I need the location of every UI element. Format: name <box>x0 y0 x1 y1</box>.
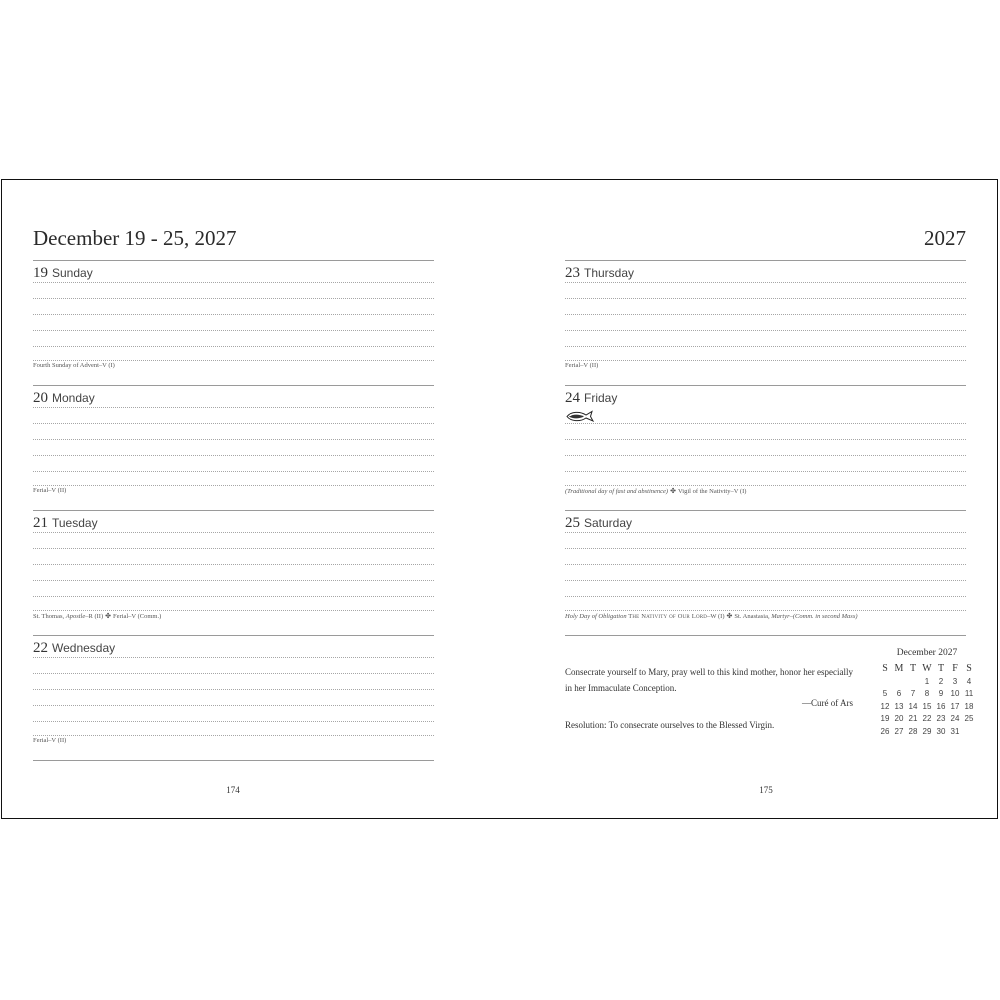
writing-line[interactable] <box>565 485 966 486</box>
calendar-day <box>878 675 892 688</box>
year-heading: 2027 <box>924 226 966 250</box>
calendar-day <box>892 675 906 688</box>
calendar-day: 22 <box>922 714 932 724</box>
day-name: Sunday <box>52 266 93 280</box>
calendar-day: 8 <box>924 689 930 699</box>
writing-line[interactable] <box>33 423 434 424</box>
calendar-week-row <box>878 688 976 701</box>
day-name: Monday <box>52 391 95 405</box>
calendar-day: 31 <box>950 726 960 736</box>
liturgical-note: Ferial–V (II) <box>33 737 67 744</box>
day-name: Saturday <box>584 516 633 530</box>
day-name: Tuesday <box>52 516 98 530</box>
writing-line[interactable] <box>565 596 966 597</box>
writing-line[interactable] <box>33 548 434 549</box>
weekday-label: S <box>966 663 972 674</box>
calendar-day: 21 <box>908 714 918 724</box>
calendar-day: 10 <box>950 689 960 699</box>
calendar-day: 25 <box>964 714 974 724</box>
day-rule <box>33 635 434 636</box>
weekday-label: F <box>952 663 958 674</box>
day-block-wednesday <box>33 635 434 760</box>
day-rule <box>565 385 966 386</box>
writing-line[interactable] <box>565 580 966 581</box>
writing-line[interactable] <box>33 689 434 690</box>
liturgical-note: Fourth Sunday of Advent–V (I) <box>33 362 115 369</box>
writing-line[interactable] <box>565 610 966 611</box>
writing-line[interactable] <box>33 282 434 283</box>
day-number: 24 <box>565 390 580 406</box>
day-rule <box>33 260 434 261</box>
writing-line[interactable] <box>565 330 966 331</box>
writing-line[interactable] <box>33 610 434 611</box>
calendar-day: 7 <box>910 689 916 699</box>
day-block-monday <box>33 385 434 510</box>
calendar-day: 2 <box>938 676 944 686</box>
weekday-label: M <box>894 663 904 674</box>
writing-line[interactable] <box>565 360 966 361</box>
writing-line[interactable] <box>33 657 434 658</box>
writing-line[interactable] <box>565 282 966 283</box>
writing-line[interactable] <box>565 346 966 347</box>
writing-line[interactable] <box>33 360 434 361</box>
calendar-day: 12 <box>880 701 890 711</box>
calendar-day: 9 <box>938 689 944 699</box>
day-block-saturday <box>565 510 966 635</box>
day-block-thursday <box>565 260 966 385</box>
daily-resolution: Resolution: To consecrate ourselves to the Blessed Virgin. <box>565 720 775 730</box>
calendar-day: 11 <box>964 689 974 699</box>
liturgical-note: (Traditional day of fast and abstinence) ✤ Vigil of the Nativity–V (I) <box>565 487 747 495</box>
calendar-week-row <box>878 675 976 688</box>
day-number: 22 <box>33 640 48 656</box>
weekday-label: S <box>882 663 888 674</box>
calendar-day: 15 <box>922 701 932 711</box>
writing-line[interactable] <box>33 346 434 347</box>
writing-line[interactable] <box>33 298 434 299</box>
calendar-day: 26 <box>880 726 890 736</box>
day-name: Friday <box>584 391 618 405</box>
liturgical-note: St. Thomas, Apostle–R (II) ✤ Ferial–V (Comm.) <box>33 612 162 620</box>
writing-line[interactable] <box>565 532 966 533</box>
calendar-day: 13 <box>894 701 904 711</box>
calendar-day: 17 <box>950 701 960 711</box>
calendar-day: 6 <box>896 689 902 699</box>
calendar-day: 23 <box>936 714 946 724</box>
writing-line[interactable] <box>33 439 434 440</box>
writing-line[interactable] <box>33 580 434 581</box>
day-block-friday <box>565 385 966 510</box>
calendar-week-row <box>878 713 976 726</box>
calendar-day: 29 <box>922 726 932 736</box>
weekday-label: T <box>909 663 917 674</box>
meditation-quote: Consecrate yourself to Mary, pray well to this kind mother, honor her especially in her Immaculate Conception. <box>565 667 853 693</box>
calendar-day: 28 <box>908 726 918 736</box>
day-number: 25 <box>565 515 580 531</box>
writing-line[interactable] <box>565 298 966 299</box>
writing-line[interactable] <box>33 407 434 408</box>
calendar-day: 27 <box>894 726 904 736</box>
writing-line[interactable] <box>565 564 966 565</box>
day-rule <box>33 385 434 386</box>
week-heading: December 19 - 25, 2027 <box>33 226 237 250</box>
writing-line[interactable] <box>565 423 966 424</box>
writing-line[interactable] <box>33 314 434 315</box>
day-number: 20 <box>33 390 48 406</box>
calendar-day: 19 <box>880 714 890 724</box>
calendar-day: 18 <box>964 701 974 711</box>
calendar-day: 3 <box>952 676 958 686</box>
liturgical-note: Holy Day of Obligation The Nativity of Our Lord–W (I) ✤ St. Anastasia, Martyr–(Comm. in second Mass) <box>565 612 858 620</box>
calendar-day <box>962 725 976 738</box>
calendar-day: 30 <box>936 726 946 736</box>
day-rule <box>565 260 966 261</box>
calendar-weekday-row <box>878 662 976 675</box>
weekday-label: T <box>937 663 945 674</box>
writing-line[interactable] <box>33 705 434 706</box>
writing-line[interactable] <box>33 485 434 486</box>
calendar-day: 14 <box>908 701 918 711</box>
weekday-label: W <box>922 663 932 674</box>
writing-line[interactable] <box>565 548 966 549</box>
writing-line[interactable] <box>33 735 434 736</box>
cross-icon: ✤ <box>670 487 676 495</box>
writing-line[interactable] <box>33 721 434 722</box>
writing-line[interactable] <box>565 314 966 315</box>
writing-line[interactable] <box>33 330 434 331</box>
writing-line[interactable] <box>33 673 434 674</box>
writing-line[interactable] <box>565 439 966 440</box>
day-number: 21 <box>33 515 48 531</box>
calendar-day: 20 <box>894 714 904 724</box>
day-rule <box>565 510 966 511</box>
writing-line[interactable] <box>33 471 434 472</box>
calendar-day <box>906 675 920 688</box>
quote-attribution: —Curé of Ars <box>802 698 853 708</box>
calendar-day: 16 <box>936 701 946 711</box>
calendar-week-row <box>878 725 976 738</box>
writing-line[interactable] <box>565 471 966 472</box>
writing-line[interactable] <box>33 564 434 565</box>
liturgical-note: Ferial–V (II) <box>33 487 67 494</box>
mini-calendar-title: December 2027 <box>896 648 958 658</box>
writing-line[interactable] <box>565 455 966 456</box>
day-name: Thursday <box>584 266 635 280</box>
calendar-day: 4 <box>966 676 972 686</box>
day-block-sunday <box>33 260 434 385</box>
calendar-day: 24 <box>950 714 960 724</box>
day-number: 19 <box>33 265 48 281</box>
day-block-tuesday <box>33 510 434 635</box>
calendar-day: 5 <box>882 689 888 699</box>
day-name: Wednesday <box>52 641 116 655</box>
page-end-rule <box>33 760 434 761</box>
calendar-week-row <box>878 700 976 713</box>
writing-line[interactable] <box>33 532 434 533</box>
fish-icon <box>565 410 595 428</box>
calendar-day: 1 <box>924 676 930 686</box>
mini-calendar <box>878 662 976 738</box>
cross-icon: ✤ <box>726 612 733 620</box>
writing-line[interactable] <box>33 455 434 456</box>
page-end-rule <box>565 635 966 636</box>
page-number-left: 174 <box>226 785 240 795</box>
page-number-right: 175 <box>759 785 773 795</box>
liturgical-note: Ferial–V (II) <box>565 362 599 369</box>
writing-line[interactable] <box>33 596 434 597</box>
cross-icon: ✤ <box>105 612 111 620</box>
day-number: 23 <box>565 265 580 281</box>
day-rule <box>33 510 434 511</box>
